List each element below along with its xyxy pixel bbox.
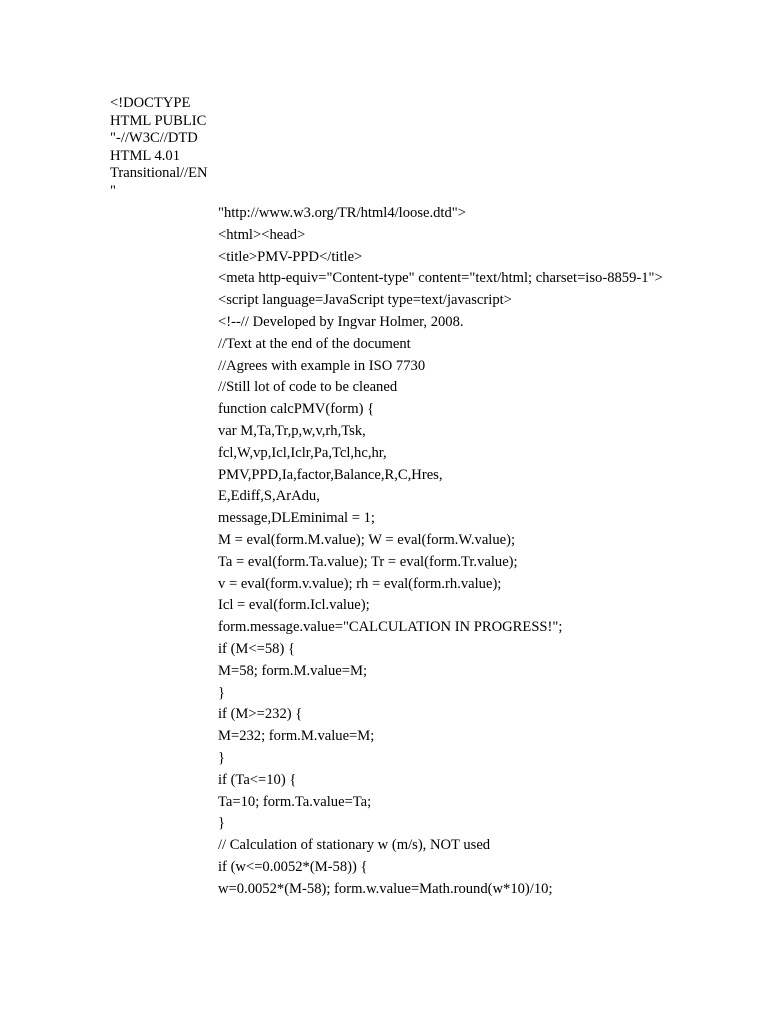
code-line: M=58; form.M.value=M; [218, 662, 368, 679]
doctype-block [110, 95, 220, 200]
code-line: //Agrees with example in ISO 7730 [218, 357, 426, 374]
code-line: <title>PMV-PPD</title> [218, 248, 363, 265]
code-line: } [218, 684, 226, 701]
code-line: M=232; form.M.value=M; [218, 728, 375, 745]
code-line: // Calculation of stationary w (m/s), NOT used [218, 837, 491, 854]
code-line: function calcPMV(form) { [218, 401, 375, 418]
doctype-line: <!DOCTYPE [110, 95, 191, 111]
code-line: w=0.0052*(M-58); form.w.value=Math.round(w*10)/10; [218, 880, 553, 897]
code-line: message,DLEminimal = 1; [218, 510, 375, 527]
code-line: var M,Ta,Tr,p,w,v,rh,Tsk, [218, 422, 366, 439]
code-block [218, 205, 668, 903]
code-line: Icl = eval(form.Icl.value); [218, 597, 370, 614]
code-line: if (Ta<=10) { [218, 771, 297, 788]
code-line: if (M>=232) { [218, 706, 303, 723]
code-line: form.message.value="CALCULATION IN PROGRESS!"; [218, 619, 563, 636]
code-line: } [218, 749, 226, 766]
code-line: <!--// Developed by Ingvar Holmer, 2008. [218, 313, 464, 330]
doctype-line: "-//W3C//DTD [110, 130, 198, 146]
code-line: Ta=10; form.Ta.value=Ta; [218, 793, 372, 810]
code-line: //Still lot of code to be cleaned [218, 379, 398, 396]
doctype-line: " [110, 182, 116, 199]
code-line: PMV,PPD,Ia,factor,Balance,R,C,Hres, [218, 466, 443, 483]
code-line: <script language=JavaScript type=text/javascript> [218, 292, 512, 309]
code-line: <html><head> [218, 226, 306, 243]
code-line: if (M<=58) { [218, 640, 295, 657]
doctype-line: Transitional//EN [110, 165, 208, 181]
code-line: Ta = eval(form.Ta.value); Tr = eval(form.Tr.value); [218, 553, 518, 570]
code-line: E,Ediff,S,ArAdu, [218, 488, 320, 505]
code-line: M = eval(form.M.value); W = eval(form.W.value); [218, 531, 516, 548]
code-line: if (w<=0.0052*(M-58)) { [218, 858, 368, 875]
code-line: } [218, 815, 226, 832]
code-line: "http://www.w3.org/TR/html4/loose.dtd"> [218, 205, 466, 221]
code-line: v = eval(form.v.value); rh = eval(form.rh.value); [218, 575, 502, 592]
doctype-line: HTML PUBLIC [110, 112, 207, 129]
code-line: //Text at the end of the document [218, 335, 411, 352]
code-line: <meta http-equiv="Content-type" content="text/html; charset=iso-8859-1"> [218, 270, 663, 287]
code-line: fcl,W,vp,Icl,Iclr,Pa,Tcl,hc,hr, [218, 444, 387, 461]
doctype-line: HTML 4.01 [110, 147, 180, 164]
